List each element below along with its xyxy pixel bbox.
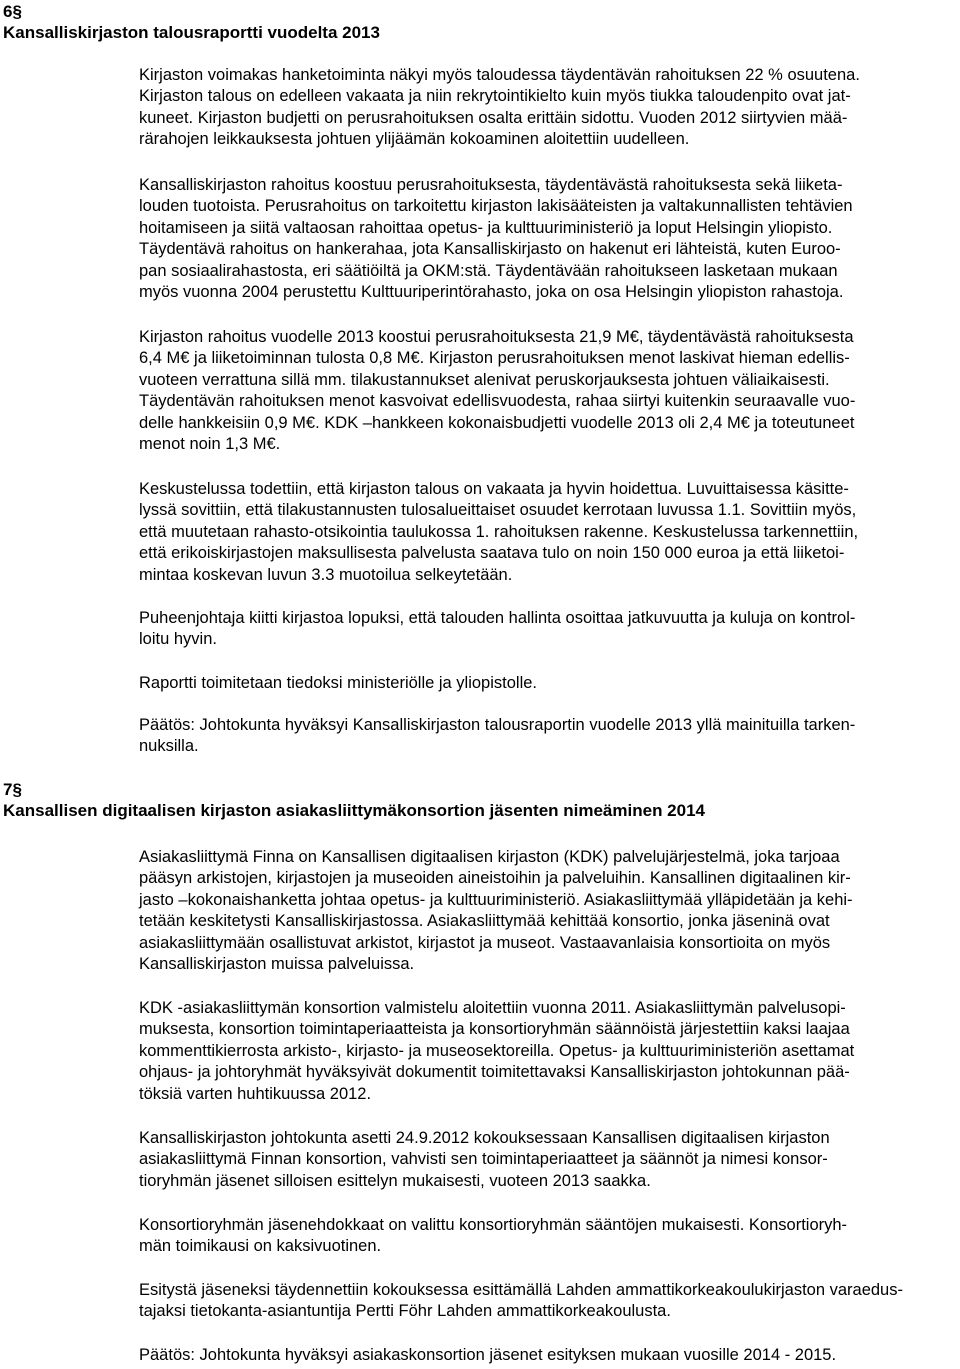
text-line: män toimikausi on kaksivuotinen. (139, 1237, 382, 1256)
text-line: hoitamiseen ja siitä valtaosan rahoittaa opetus- ja kulttuuriministeriö ja loput Helsingin yliopisto. (139, 218, 833, 237)
section-6-decision (139, 715, 951, 758)
text-line: rärahojen leikkauksesta johtuen ylijäämän kokoaminen aloitettiin uudelleen. (139, 130, 690, 149)
text-line: pääsyn arkistojen, kirjastojen ja museoiden aineistoihin ja palveluihin. Kansallinen digitaalinen kir- (139, 869, 851, 888)
section-7-paragraph-1 (139, 847, 951, 975)
section-7-paragraph-2 (139, 998, 951, 1105)
text-line: loitu hyvin. (139, 630, 217, 649)
section-6-title: Kansalliskirjaston talousraportti vuodelta 2013 (3, 23, 380, 42)
section-6-paragraph-2 (139, 175, 951, 303)
section-7-decision (139, 1345, 951, 1366)
text-line: Täydentävän rahoituksen menot kasvoivat edellisvuodesta, rahaa siirtyi kuitenkin seuraavalle vuo- (139, 392, 856, 411)
text-line: muksesta, konsortion toimintaperiaatteista ja konsortioryhmän säännöistä järjestettiin kaksi laajaa (139, 1020, 850, 1039)
text-line: tioryhmän jäsenet silloisen esittelyn mukaisesti, vuoteen 2013 saakka. (139, 1171, 651, 1190)
text-line: Päätös: Johtokunta hyväksyi asiakaskonsortion jäsenet esityksen mukaan vuosille 2014 - 2015. (139, 1346, 837, 1364)
text-line: lyssä sovittiin, että tilakustannusten tulosalueittaiset osuudet kerrotaan luvussa 1.1. Sovittiin myös, (139, 501, 857, 520)
text-line: Asiakasliittymä Finna on Kansallisen digitaalisen kirjaston (KDK) palvelujärjestelmä, joka tarjoaa (139, 848, 840, 866)
text-line: Kansalliskirjaston rahoitus koostuu perusrahoituksesta, täydentävästä rahoituksesta sekä liiketa- (139, 176, 843, 194)
text-line: Kirjaston voimakas hanketoiminta näkyi myös taloudessa täydentävän rahoituksen 22 % osuutena. (139, 66, 860, 84)
text-line: Kirjaston talous on edelleen vakaata ja niin rekrytointikielto kuin myös tiukka taloudenpito ovat jat- (139, 87, 851, 106)
text-line: Päätös: Johtokunta hyväksyi Kansalliskirjaston talousraportin vuodelle 2013 yllä mainituilla tarken- (139, 716, 856, 734)
text-line: Esitystä jäseneksi täydennettiin kokouksessa esittämällä Lahden ammattikorkeakoulukirjaston varaedus- (139, 1281, 903, 1299)
section-7-title: Kansallisen digitaalisen kirjaston asiakasliittymäkonsortion jäsenten nimeäminen 2014 (3, 801, 705, 820)
text-line: pan sosiaalirahastosta, eri säätiöiltä ja OKM:stä. Täydentävään rahoitukseen lasketaan mukaan (139, 261, 838, 280)
text-line: Keskustelussa todettiin, että kirjaston talous on vakaata ja hyvin hoidettua. Luvuittaisessa käsitte- (139, 480, 849, 498)
section-7-paragraph-5 (139, 1280, 951, 1323)
text-line: nuksilla. (139, 737, 199, 756)
section-6-number: 6§ (3, 2, 22, 21)
text-line: Täydentävä rahoitus on hankerahaa, jota Kansalliskirjasto on hakenut eri lähteistä, kuten Euroo- (139, 240, 841, 259)
section-7-paragraph-3 (139, 1128, 951, 1192)
section-6-paragraph-3 (139, 327, 951, 455)
section-6-paragraph-4 (139, 479, 951, 586)
section-7-paragraph-4 (139, 1215, 951, 1258)
text-line: vuoteen verrattuna sillä mm. tilakustannukset alenivat peruskorjauksesta johtuen väliaikaisesti. (139, 370, 830, 389)
text-line: asiakasliittymään osallistuvat arkistot, kirjastot ja museot. Vastaavanlaisia konsortioita on myös (139, 933, 831, 952)
text-line: 6,4 M€ ja liiketoiminnan tulosta 0,8 M€. Kirjaston perusrahoituksen menot laskivat hieman edellis- (139, 349, 850, 368)
text-line: Kansalliskirjaston muissa palveluissa. (139, 955, 415, 974)
text-line: Kansalliskirjaston johtokunta asetti 24.9.2012 kokouksessaan Kansallisen digitaalisen kirjaston (139, 1129, 830, 1147)
section-6-paragraph-6 (139, 673, 951, 694)
section-7-number: 7§ (3, 780, 22, 799)
text-line: menot noin 1,3 M€. (139, 435, 281, 454)
section-6-paragraph-5 (139, 608, 951, 651)
text-line: jasto –kokonaishanketta johtaa opetus- ja kulttuuriministeriö. Asiakasliittymää ylläpidetään ja kehi- (139, 890, 853, 909)
text-line: tetään keskitetysti Kansalliskirjastossa. Asiakasliittymää kehittää konsortio, jonka jäseninä ovat (139, 912, 830, 931)
text-line: Kirjaston rahoitus vuodelle 2013 koostui perusrahoituksesta 21,9 M€, täydentävästä rahoituksesta (139, 328, 854, 346)
text-line: delle hankkeisiin 0,9 M€. KDK –hankkeen kokonaisbudjetti vuodelle 2013 oli 2,4 M€ ja toteutuneet (139, 413, 855, 432)
text-line: ohjaus- ja johtoryhmät hyväksyivät dokumentit toimitettavaksi Kansalliskirjaston johtokunnan pää- (139, 1063, 850, 1082)
text-line: kommenttikierrosta arkisto-, kirjasto- ja museosektoreilla. Opetus- ja kulttuuriministeriön asettamat (139, 1041, 855, 1060)
text-line: Puheenjohtaja kiitti kirjastoa lopuksi, että talouden hallinta osoittaa jatkuvuutta ja kuluja on kontrol- (139, 609, 856, 627)
text-line: Raportti toimitetaan tiedoksi ministeriölle ja yliopistolle. (139, 674, 538, 692)
text-line: kuneet. Kirjaston budjetti on perusrahoituksen osalta erittäin sidottu. Vuoden 2012 siirtyvien mää- (139, 108, 848, 127)
text-line: töksiä varten huhtikuussa 2012. (139, 1084, 372, 1103)
text-line: että erikoiskirjastojen maksullisesta palvelusta saatava tulo on noin 150 000 euroa ja että liiketoi- (139, 544, 845, 563)
text-line: mintaa koskevan luvun 3.3 muotoilua selkeytetään. (139, 565, 513, 584)
section-6-paragraph-1 (139, 65, 951, 151)
text-line: että muutetaan rahasto-otsikointia taulukossa 1. rahoituksen rakenne. Keskustelussa tarkennettiin, (139, 522, 859, 541)
text-line: asiakasliittymä Finnan konsortion, vahvisti sen toimintaperiaatteet ja säännöt ja nimesi konsor- (139, 1150, 828, 1169)
text-line: louden tuotoista. Perusrahoitus on tarkoitettu kirjaston lakisääteisten ja valtakunnallisten tehtävien (139, 197, 853, 216)
text-line: KDK -asiakasliittymän konsortion valmistelu aloitettiin vuonna 2011. Asiakasliittymän palvelusopi- (139, 999, 846, 1017)
text-line: tajaksi tietokanta-asiantuntija Pertti Föhr Lahden ammattikorkeakoulusta. (139, 1302, 671, 1321)
text-line: myös vuonna 2004 perustettu Kulttuuriperintörahasto, joka on osa Helsingin yliopiston rahastoja. (139, 283, 844, 302)
text-line: Konsortioryhmän jäsenehdokkaat on valittu konsortioryhmän sääntöjen mukaisesti. Konsortioryh- (139, 1216, 848, 1234)
